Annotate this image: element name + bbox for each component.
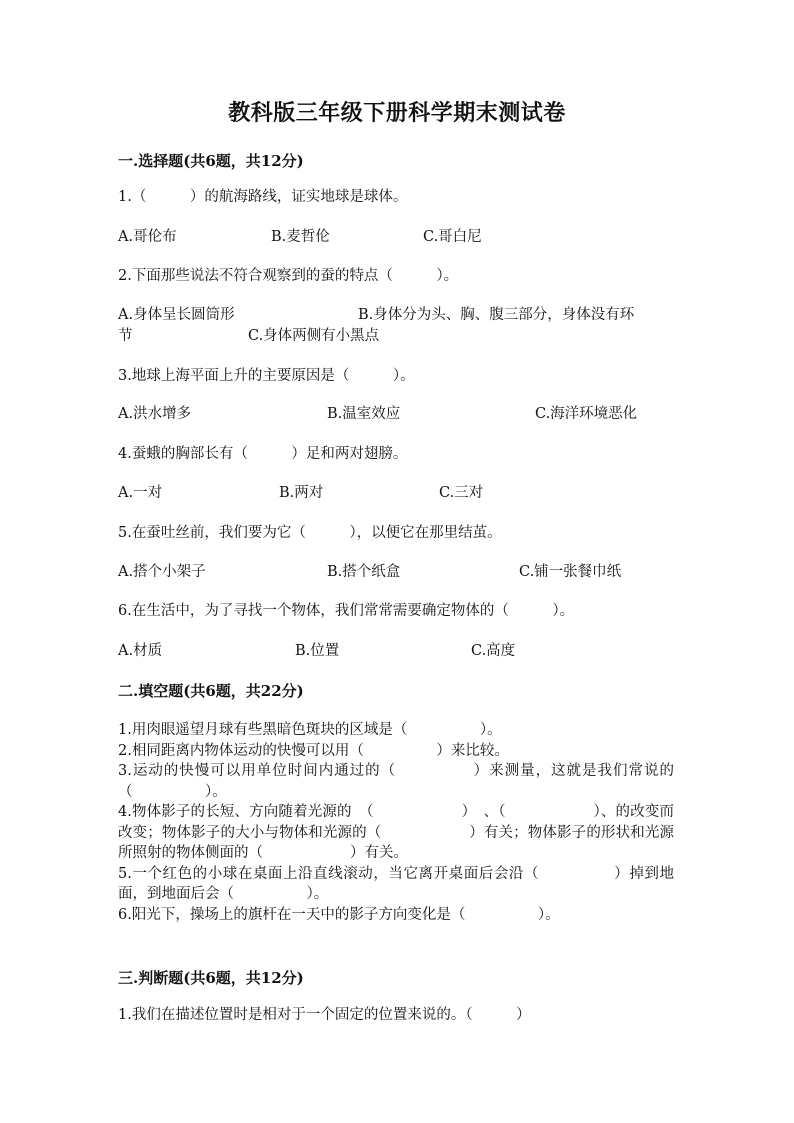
choice-option: C.哥白尼 <box>423 229 482 245</box>
choice-option: C.铺一张餐巾纸 <box>519 564 622 580</box>
fill-question-2: 2.相同距离内物体运动的快慢可以用（ ）来比较。 <box>118 742 509 759</box>
choice-option: A.哥伦布 <box>118 229 177 245</box>
choice-question-5: 5.在蚕吐丝前，我们要为它（ ），以便它在那里结茧。 <box>118 525 502 541</box>
choice-question-2: 2.下面那些说法不符合观察到的蚕的特点（ ）。 <box>118 268 459 284</box>
choice-option: A.搭个小架子 <box>118 564 206 580</box>
section-heading-choice: 一.选择题(共6题，共12分) <box>118 152 304 170</box>
fill-question-1: 1.用肉眼遥望月球有些黑暗色斑块的区域是（ ）。 <box>118 722 502 738</box>
fill-question-3: 3.运动的快慢可以用单位时间内通过的（ ）来测量，这就是我们常说的（ ）。 <box>118 763 674 800</box>
fill-question-6: 6.阳光下，操场上的旗杆在一天中的影子方向变化是（ ）。 <box>118 906 560 923</box>
page-title: 教科版三年级下册科学期末测试卷 <box>228 100 566 126</box>
choice-question-4: 4.蚕蛾的胸部长有（ ）足和两对翅膀。 <box>118 446 408 462</box>
choice-option: C.身体两侧有小黑点 <box>248 328 380 344</box>
choice-option: B.温室效应 <box>327 406 401 422</box>
judge-question-1: 1.我们在描述位置时是相对于一个固定的位置来说的。（ ） <box>118 1007 531 1023</box>
choice-question-6: 6.在生活中，为了寻找一个物体，我们常常需要确定物体的（ ）。 <box>118 603 575 619</box>
section-heading-judge: 三.判断题(共6题，共12分) <box>118 969 304 987</box>
fill-question-list <box>118 720 674 925</box>
choice-option: B.位置 <box>295 643 340 659</box>
choice-option: 节 <box>118 328 133 344</box>
choice-option: C.三对 <box>439 485 484 501</box>
choice-option: B.身体分为头、胸、腹三部分，身体没有环 <box>358 307 635 323</box>
section-heading-fill: 二.填空题(共6题，共22分) <box>118 682 304 700</box>
choice-question-3: 3.地球上海平面上升的主要原因是（ ）。 <box>118 368 415 384</box>
choice-option: A.一对 <box>118 485 163 501</box>
choice-option: A.洪水增多 <box>118 406 192 422</box>
fill-question-4: 4.物体影子的长短、方向随着光源的 （ ） 、（ ）、的改变而改变；物体影子的大小与物体和光源的（ ）有关；物体影子的形状和光源所照射的物体侧面的（ ）有关。 <box>118 804 674 861</box>
choice-option: B.麦哲伦 <box>271 229 330 245</box>
choice-question-1: 1.（ ）的航海路线，证实地球是球体。 <box>118 189 408 205</box>
choice-option: A.材质 <box>118 643 163 659</box>
choice-option: B.搭个纸盒 <box>327 564 401 580</box>
fill-question-5: 5.一个红色的小球在桌面上沿直线滚动，当它离开桌面后会沿（ ）掉到地面，到地面后会（ ）。 <box>118 865 674 902</box>
choice-option: C.高度 <box>471 643 516 659</box>
choice-option: C.海洋环境恶化 <box>535 406 638 422</box>
choice-option: A.身体呈长圆筒形 <box>118 307 235 323</box>
choice-option: B.两对 <box>279 485 324 501</box>
